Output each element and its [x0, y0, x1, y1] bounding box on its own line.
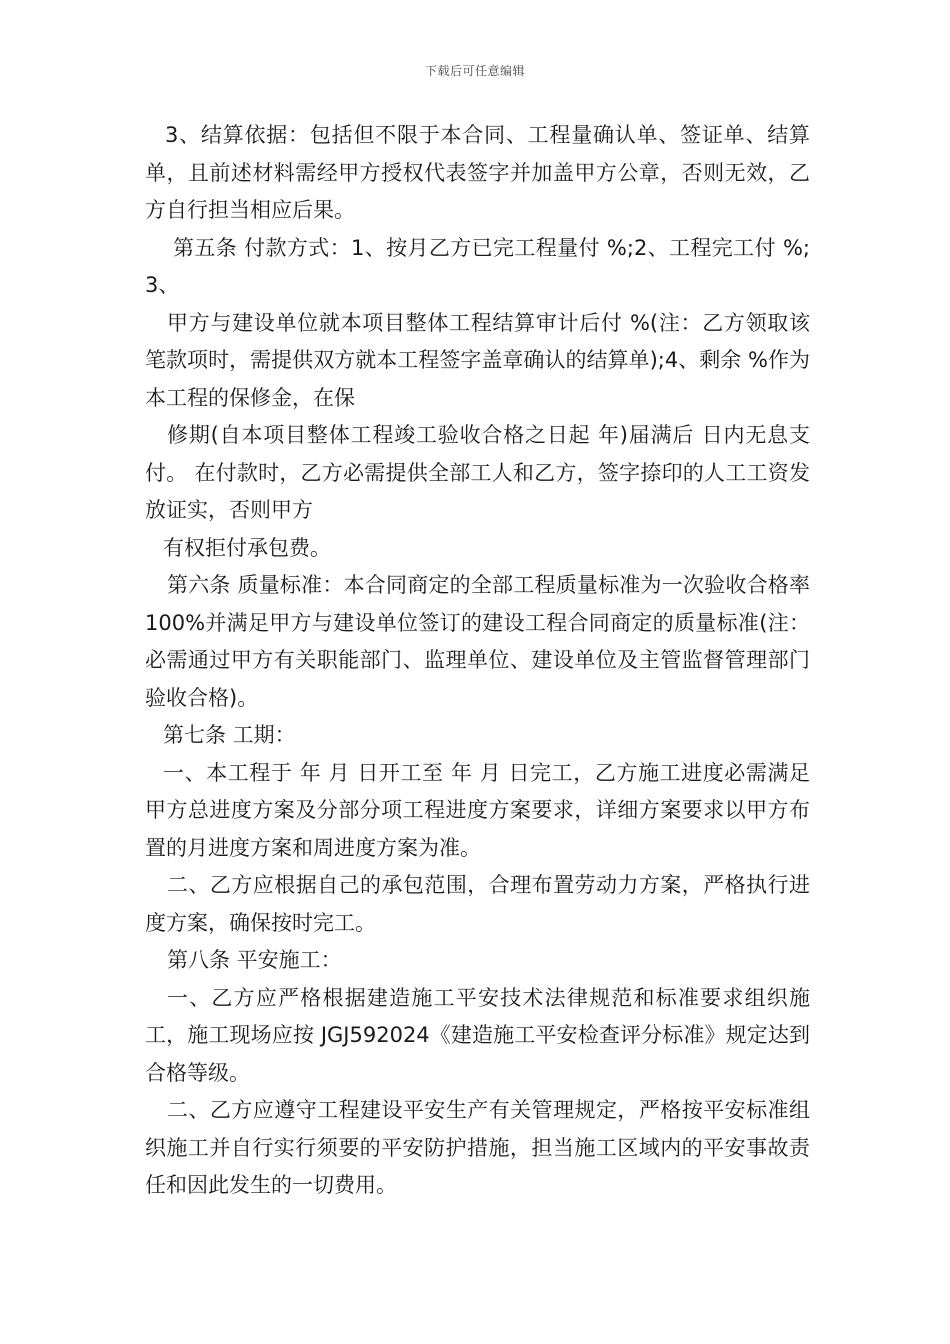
paragraph-safety-item-2: 二、乙方应遵守工程建设平安生产有关管理规定，严格按平安标准组织施工并自行实行须要的平安防护措施，担当施工区域内的平安事故责任和因此发生的一切费用。	[145, 1098, 810, 1197]
paragraph-safety-item-1: 一、乙方应严格根据建造施工平安技术法律规范和标准要求组织施工，施工现场应按 JGJ592024《建造施工平安检查评分标准》规定达到合格等级。	[145, 985, 810, 1085]
paragraph-article-8-safety: 第八条 平安施工：	[167, 948, 342, 972]
document-body	[145, 117, 810, 1205]
paragraph-payment-audit: 甲方与建设单位就本项目整体工程结算审计后付 %(注：乙方领取该笔款项时，需提供双方就本工程签字盖章确认的结算单);4、剩余 %作为本工程的保修金，在保	[145, 310, 810, 410]
paragraph-warranty-period: 修期(自本项目整体工程竣工验收合格之日起 年)届满后 日内无息支付。 在付款时，乙方必需提供全部工人和乙方，签字捺印的人工工资发放证实，否则甲方	[145, 423, 810, 522]
page-header: 下载后可任意编辑	[424, 64, 525, 78]
paragraph-article-5-payment: 第五条 付款方式：1、按月乙方已完工程量付 %;2、工程完工付 %;3、	[145, 235, 810, 297]
paragraph-article-6-quality: 第六条 质量标准：本合同商定的全部工程质量标准为一次验收合格率 100%并满足甲方与建设单位签订的建设工程合同商定的质量标准(注：必需通过甲方有关职能部门、监理单位、建设单位及主管监督管理部门验收合格)。	[145, 573, 810, 710]
paragraph-refuse-payment: 有权拒付承包费。	[163, 535, 331, 560]
paragraph-article-7-schedule: 第七条 工期：	[163, 723, 296, 747]
paragraph-schedule-item-1: 一、本工程于 年 月 日开工至 年 月 日完工，乙方施工进度必需满足甲方总进度方案及分部分项工程进度方案要求，详细方案要求以甲方布置的月进度方案和周进度方案为准。	[145, 760, 810, 860]
paragraph-settlement-basis: 3、结算依据：包括但不限于本合同、工程量确认单、签证单、结算单，且前述材料需经甲方授权代表签字并加盖甲方公章，否则无效，乙方自行担当相应后果。	[145, 123, 810, 222]
paragraph-schedule-item-2: 二、乙方应根据自己的承包范围，合理布置劳动力方案，严格执行进度方案，确保按时完工。	[145, 873, 810, 935]
